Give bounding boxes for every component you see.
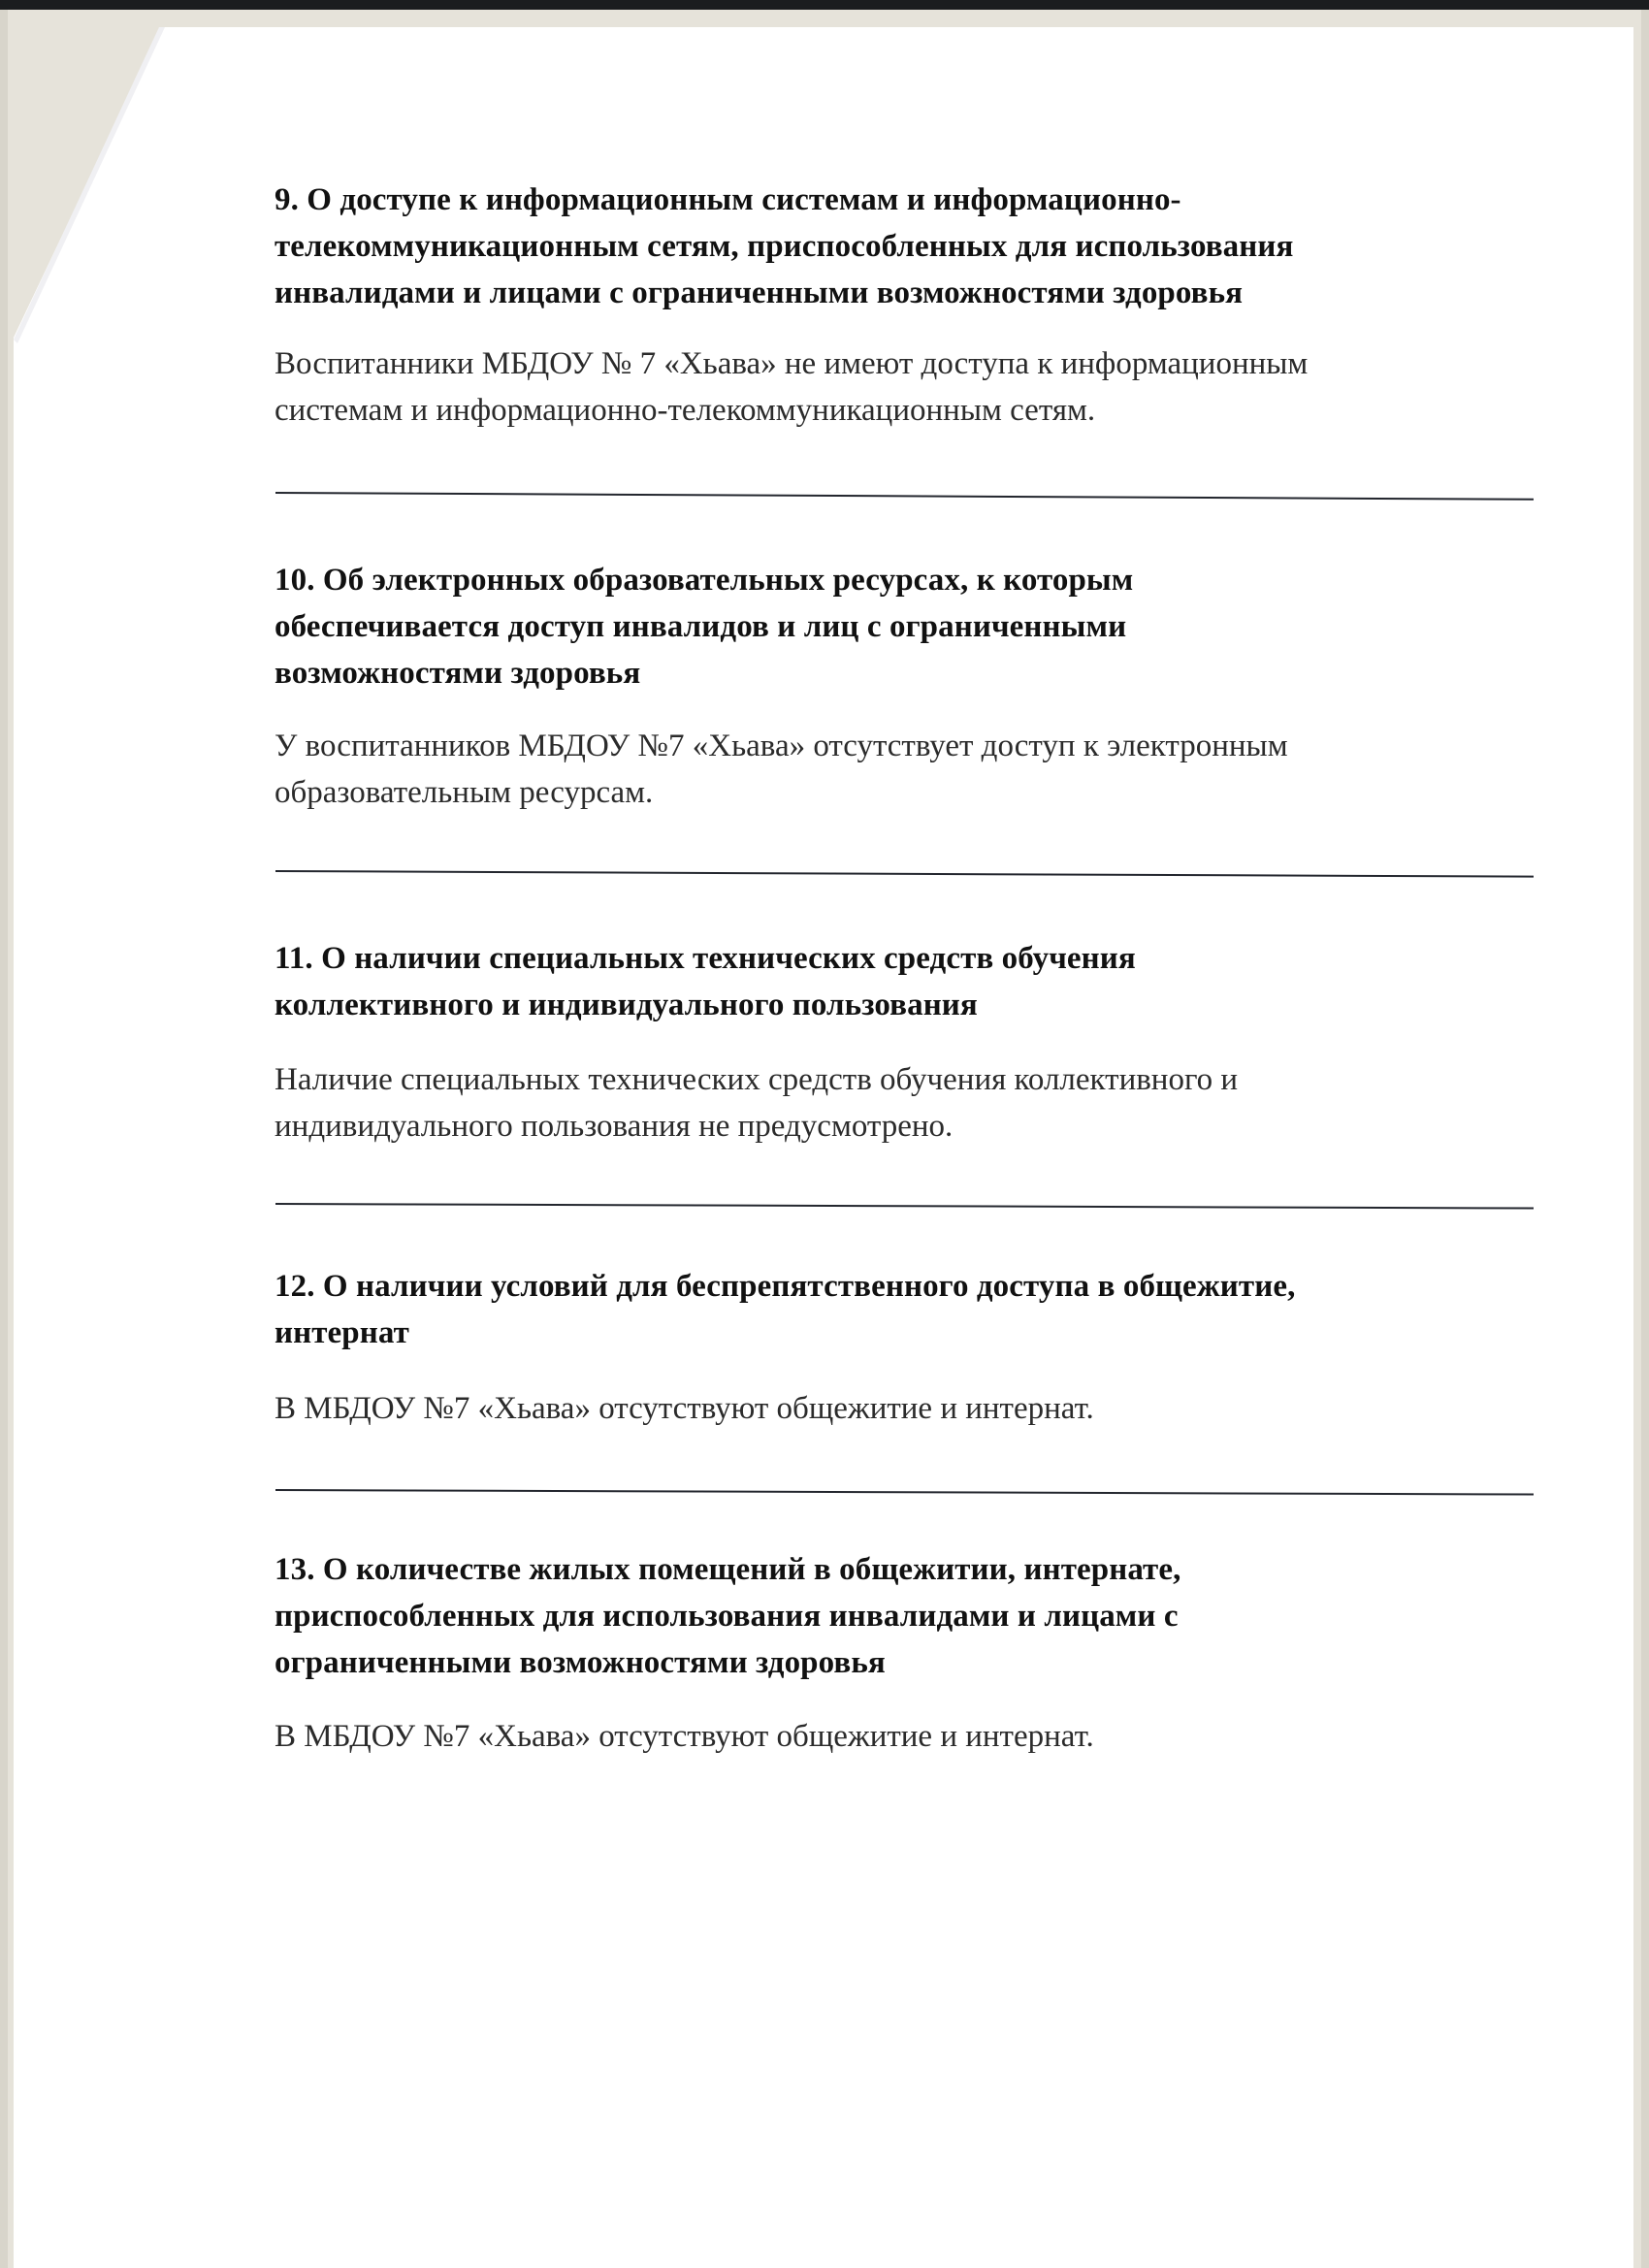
body-line: Наличие специальных технических средств обучения коллективного и: [275, 1062, 1239, 1097]
heading-line: ограниченными возможностями здоровья: [275, 1645, 886, 1680]
heading-line: коллективного и индивидуального пользования: [275, 988, 978, 1022]
section-heading: [275, 177, 1555, 316]
body-line: системам и информационно-телекоммуникационным сетям.: [275, 393, 1096, 428]
heading-line: обеспечивается доступ инвалидов и лиц с ограниченными: [275, 609, 1127, 644]
section-12: [275, 1263, 1555, 1432]
body-line: Воспитанники МБДОУ № 7 «Хьава» не имеют доступа к информационным: [275, 346, 1309, 381]
section-heading: [275, 935, 1555, 1028]
section-body: [275, 723, 1555, 816]
section-9: [275, 177, 1555, 434]
heading-line: 10. Об электронных образовательных ресурсах, к которым: [275, 563, 1134, 598]
body-line: У воспитанников МБДОУ №7 «Хьава» отсутствует доступ к электронным: [275, 729, 1288, 763]
heading-line: возможностями здоровья: [275, 656, 641, 691]
body-line: образовательным ресурсам.: [275, 775, 654, 810]
heading-line: телекоммуникационным сетям, приспособленных для использования: [275, 229, 1294, 264]
heading-line: 13. О количестве жилых помещений в общежитии, интернате,: [275, 1552, 1181, 1587]
section-body: [275, 1056, 1555, 1150]
section-body: [275, 1385, 1555, 1432]
body-line: индивидуального пользования не предусмотрено.: [275, 1109, 954, 1144]
body-line: В МБДОУ №7 «Хьава» отсутствуют общежитие и интернат.: [275, 1719, 1094, 1754]
body-line: В МБДОУ №7 «Хьава» отсутствуют общежитие и интернат.: [275, 1391, 1094, 1426]
heading-line: 9. О доступе к информационным системам и информационно-: [275, 182, 1181, 217]
heading-line: интернат: [275, 1315, 409, 1350]
section-body: [275, 1713, 1555, 1760]
heading-line: приспособленных для использования инвалидами и лицами с: [275, 1599, 1179, 1634]
scanner-top-band: [0, 0, 1649, 10]
section-heading: [275, 557, 1555, 697]
heading-line: инвалидами и лицами с ограниченными возможностями здоровья: [275, 275, 1244, 310]
section-heading: [275, 1263, 1555, 1356]
heading-line: 12. О наличии условий для беспрепятственного доступа в общежитие,: [275, 1269, 1296, 1304]
heading-line: 11. О наличии специальных технических средств обучения: [275, 941, 1136, 976]
section-body: [275, 340, 1555, 434]
section-10: [275, 557, 1555, 816]
section-11: [275, 935, 1555, 1150]
section-13: [275, 1546, 1555, 1760]
section-heading: [275, 1546, 1555, 1686]
